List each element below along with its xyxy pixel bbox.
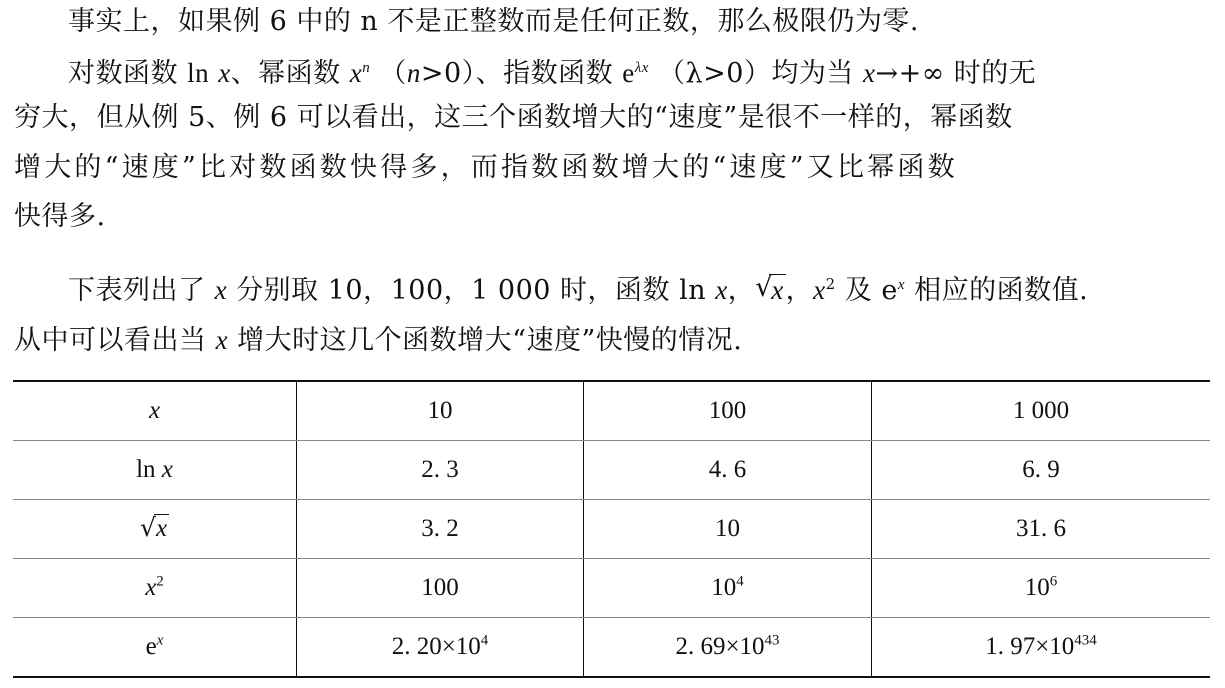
para2-text-e: （λ>0）均为当 (657, 58, 863, 89)
cell-value: 3. 2 (421, 515, 459, 542)
e-symbol: e (622, 58, 635, 88)
para3-text-f: 相应的函数值. (905, 275, 1089, 306)
table-row (13, 618, 1210, 678)
sqrt-symbol: √ x (755, 272, 784, 305)
para1-text: 事实上，如果例 6 中的 n 不是正整数而是任何正数，那么极限仍为零. (68, 6, 919, 37)
para3-text-c: ， (727, 275, 756, 306)
table-cell (584, 500, 872, 559)
para2-text-f: →+∞ 时的无 (875, 58, 1037, 89)
para2-line1 (68, 53, 1036, 94)
table-cell-label (13, 559, 297, 618)
table-cell-label (13, 381, 297, 441)
table-cell (584, 441, 872, 500)
table-cell (297, 381, 584, 441)
table-cell-label (13, 618, 297, 678)
para3-line1 (68, 270, 1088, 311)
cell-value: 100 (421, 574, 459, 601)
para3-text-d: ， (785, 275, 814, 306)
cell-value: 2. 3 (421, 456, 459, 483)
cell-value: 4. 6 (708, 456, 747, 483)
var-x: x (161, 456, 173, 483)
var-x: x (155, 515, 168, 542)
para2-text-a: 对数函数 (68, 58, 188, 89)
table-row (13, 441, 1210, 500)
table-cell (297, 500, 584, 559)
var-x: x (145, 574, 157, 601)
table-cell (584, 618, 872, 678)
para3-text-g: 从中可以看出当 (14, 325, 216, 356)
cell-value: 10 (715, 515, 740, 542)
table-cell (584, 381, 872, 441)
var-x: x (349, 58, 363, 88)
para2-text-line2: 穷大，但从例 5、例 6 可以看出，这三个函数增大的“速度”是很不一样的，幂函数 (14, 102, 1013, 133)
var-x: x (215, 325, 229, 355)
function-values-table (13, 380, 1210, 678)
var-x: x (218, 58, 231, 88)
table-row (13, 381, 1210, 441)
exp-lambda-x: λx (634, 60, 649, 76)
cell-exponent: 4 (736, 573, 744, 590)
table-cell (872, 441, 1211, 500)
table-cell (872, 500, 1211, 559)
cell-value: 31. 6 (1016, 515, 1066, 542)
exp-2: 2 (825, 275, 836, 293)
table-row (13, 500, 1210, 559)
cell-value: 2. 69×10 (675, 633, 765, 660)
ln-symbol: ln (136, 456, 162, 483)
table-cell (872, 559, 1211, 618)
exp-2: 2 (156, 573, 164, 590)
cell-exponent: 43 (764, 632, 780, 649)
table-cell-label (13, 500, 297, 559)
cell-value: 1. 97×10 (985, 633, 1075, 660)
cell-value: 1 000 (1012, 397, 1070, 424)
sqrt-symbol: √ x (139, 513, 168, 542)
e-symbol: e (145, 633, 157, 660)
para3-text-h: 增大时这几个函数增大“速度”快慢的情况. (228, 325, 743, 356)
table-cell (872, 381, 1211, 441)
para2-text-line4: 快得多. (14, 201, 106, 232)
para2-text-d: >0）、指数函数 (420, 58, 623, 89)
exp-x: x (897, 277, 906, 293)
cell-exponent: 4 (480, 632, 489, 649)
para3-line2 (14, 320, 742, 361)
var-x: x (771, 275, 784, 305)
para2-text-c: （ (379, 58, 407, 89)
para2-line4 (14, 197, 106, 237)
var-x: x (813, 275, 826, 305)
para2-line2 (14, 98, 1013, 138)
cell-exponent: 434 (1074, 632, 1097, 649)
para2-text-line3: 增大的“速度”比对数函数快得多，而指数函数增大的“速度”又比幂函数 (14, 152, 958, 183)
cell-value: 2. 20×10 (391, 633, 481, 660)
cell-value: 10 (711, 574, 737, 601)
exp-n: n (362, 60, 371, 76)
var-x: x (214, 275, 228, 305)
para3-text-e: 及 e (835, 275, 898, 306)
table-cell (872, 618, 1211, 678)
var-n: n (406, 58, 421, 88)
var-x: x (862, 58, 876, 88)
cell-exponent: 6 (1049, 573, 1058, 590)
table-cell (297, 441, 584, 500)
table-cell (584, 559, 872, 618)
exp-x: x (156, 632, 164, 649)
para3-text-a: 下表列出了 (68, 275, 215, 306)
cell-value: 100 (708, 397, 747, 424)
para3-text-b: 分别取 10，100，1 000 时，函数 ln (227, 275, 716, 306)
cell-value: 10 (427, 397, 453, 424)
cell-value: 6. 9 (1022, 456, 1060, 483)
var-x: x (715, 275, 728, 305)
table-row (13, 559, 1210, 618)
para2-line3 (14, 148, 958, 188)
para2-text-b: 、幂函数 (230, 58, 350, 89)
table-cell (297, 618, 584, 678)
cell-value: 10 (1024, 574, 1050, 601)
table-cell (297, 559, 584, 618)
para1-line (68, 2, 919, 42)
var-x: x (148, 397, 161, 424)
table-cell-label (13, 441, 297, 500)
ln-symbol: ln (187, 58, 210, 88)
